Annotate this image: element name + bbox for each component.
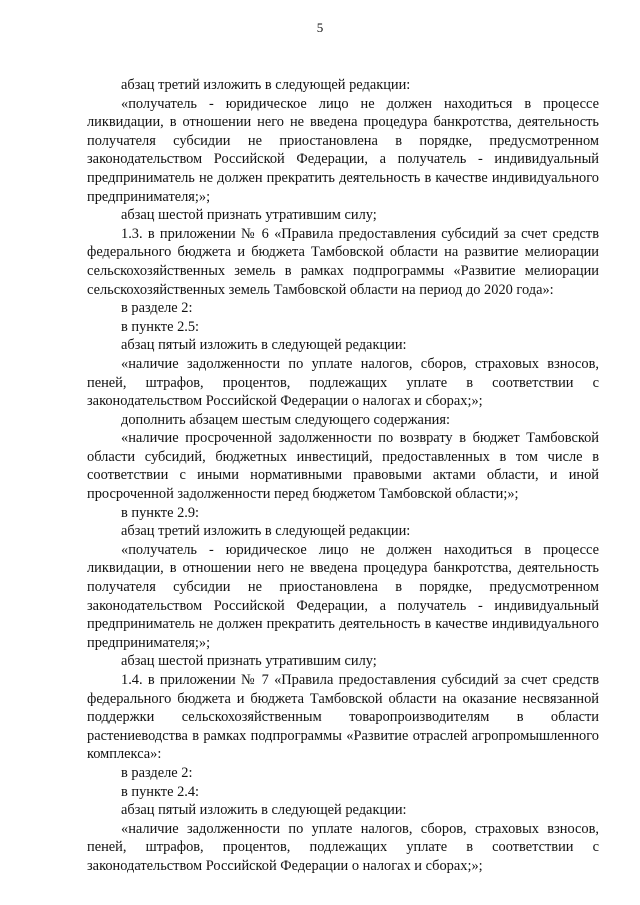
paragraph-2: «получатель - юридическое лицо не должен находиться в процессе ликвидации, в отношении него не введена процедура банкротства, деятельность получателя субсидии не приостановлена в порядке, предусмотренном законодательством Российской Федерации, а получатель - индивидуальный предприниматель не должен прекратить деятельность в качестве индивидуального предпринимателя;»; bbox=[87, 95, 599, 205]
document-body bbox=[87, 76, 599, 876]
paragraph-18: абзац пятый изложить в следующей редакции: bbox=[121, 802, 407, 819]
paragraph-9: дополнить абзацем шестым следующего содержания: bbox=[121, 411, 450, 428]
paragraph-6: в пункте 2.5: bbox=[121, 318, 200, 335]
paragraph-14: абзац шестой признать утратившим силу; bbox=[121, 653, 377, 670]
paragraph-3: абзац шестой признать утратившим силу; bbox=[121, 207, 377, 224]
paragraph-16: в разделе 2: bbox=[121, 764, 193, 781]
paragraph-17: в пункте 2.4: bbox=[121, 783, 200, 800]
paragraph-11: в пункте 2.9: bbox=[121, 504, 200, 521]
paragraph-10: «наличие просроченной задолженности по возврату в бюджет Тамбовской области субсидий, бюджетных инвестиций, предоставленных в том числе в соответствии с иными нормативными правовыми актами области, и иной просроченной задолженности перед бюджетом Тамбовской области;»; bbox=[87, 430, 599, 503]
paragraph-8: «наличие задолженности по уплате налогов, сборов, страховых взносов, пеней, штрафов, процентов, подлежащих уплате в соответствии с законодательством Российской Федерации о налогах и сборах;»; bbox=[87, 355, 599, 410]
paragraph-19: «наличие задолженности по уплате налогов, сборов, страховых взносов, пеней, штрафов, процентов, подлежащих уплате в соответствии с законодательством Российской Федерации о налогах и сборах;»; bbox=[87, 820, 599, 874]
paragraph-7: абзац пятый изложить в следующей редакции: bbox=[121, 337, 407, 354]
paragraph-1: абзац третий изложить в следующей редакции: bbox=[121, 77, 411, 93]
paragraph-4: 1.3. в приложении № 6 «Правила предоставления субсидий за счет средств федерального бюджета и бюджета Тамбовской области на развитие мелиорации сельскохозяйственных земель в рамках подпрограммы «Развитие мелиорации сельскохозяйственных земель Тамбовской области на период до 2020 года»: bbox=[87, 225, 599, 298]
paragraph-15: 1.4. в приложении № 7 «Правила предоставления субсидий за счет средств федерального бюджета и бюджета Тамбовской области на оказание несвязанной поддержки сельскохозяйственным товаропроизводителям в области растениеводства в рамках подпрограммы «Развитие отраслей агропромышленного комплекса»: bbox=[87, 672, 599, 763]
paragraph-12: абзац третий изложить в следующей редакции: bbox=[121, 523, 411, 540]
paragraph-13: «получатель - юридическое лицо не должен находиться в процессе ликвидации, в отношении него не введена процедура банкротства, деятельность получателя субсидии не приостановлена в порядке, предусмотренном законодательством Российской Федерации, а получатель - индивидуальный предприниматель не должен прекратить деятельность в качестве индивидуального предпринимателя;»; bbox=[87, 541, 599, 651]
paragraph-5: в разделе 2: bbox=[121, 300, 193, 317]
page-number: 5 bbox=[316, 20, 324, 35]
